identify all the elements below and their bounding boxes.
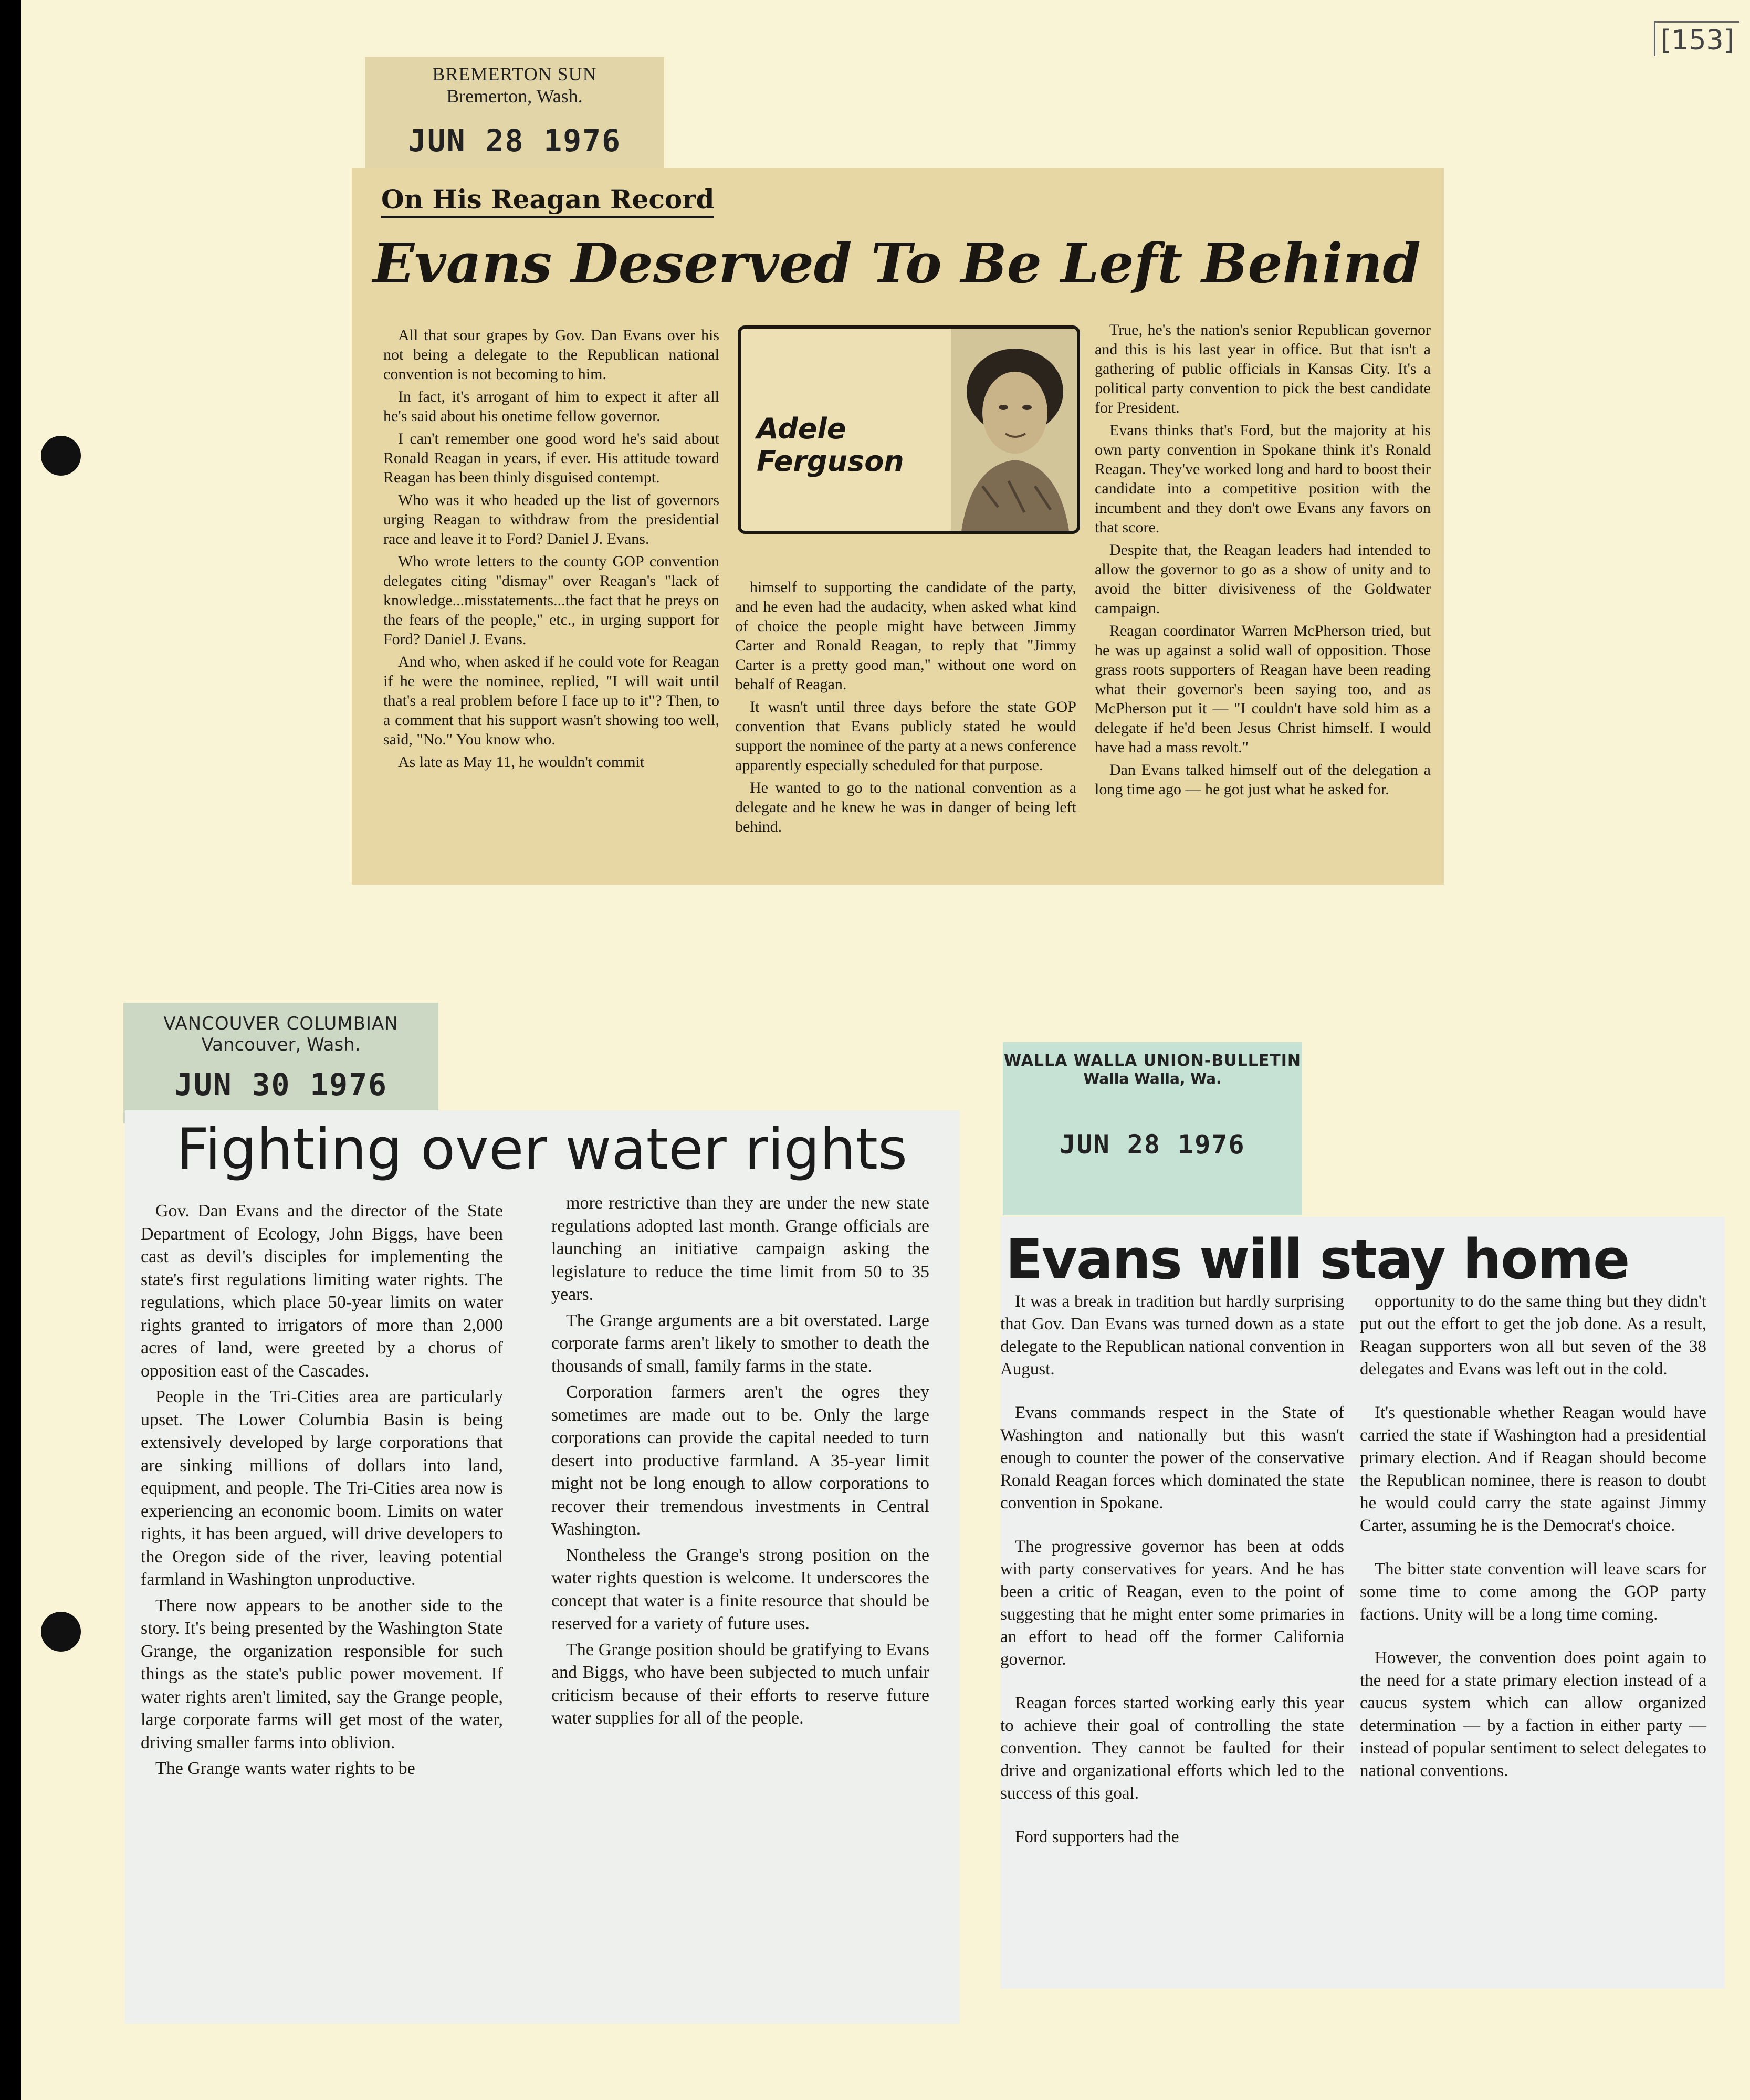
date-stamp: JUN 28 1976: [407, 123, 622, 159]
paragraph: Dan Evans talked himself out of the delegation a long time ago — he got just what he asked for.: [1095, 761, 1431, 798]
clipping-water-rights: [125, 1110, 960, 2024]
paragraph: It was a break in tradition but hardly surprising that Gov. Dan Evans was turned down as a state delegate to the Republican national convention in August.: [1000, 1292, 1344, 1379]
paragraph: However, the convention does point again to the need for a state primary election instead of a caucus system which can allow organized determination — by a faction in either party — instead of popular sentiment to select delegates to national conventions.: [1360, 1648, 1706, 1780]
source-place: Bremerton, Wash.: [446, 86, 583, 107]
paragraph: People in the Tri-Cities area are particularly upset. The Lower Columbia Basin is being extensively developed by large corporations that are sinking millions of dollars into land, equipment, and people. The Tri-Cities area now is experiencing an economic boom. Limits on water rights, it has been argued, will drive developers to the Oregon side of the river, leaving potential farmland in Washington unproductive.: [141, 1387, 503, 1589]
article-headline: Evans Deserved To Be Left Behind: [373, 231, 1421, 296]
article-column: [1360, 1290, 1706, 1803]
paragraph: Ford supporters had the: [1015, 1828, 1179, 1846]
source-name: BREMERTON SUN: [432, 64, 597, 85]
source-name: WALLA WALLA UNION-BULLETIN: [1003, 1052, 1302, 1070]
paragraph: And who, when asked if he could vote for Reagan if he were the nominee, replied, "I will wait until that's a real problem before I face up to it"? Then, to a comment that his support wasn't showing too well, said, "No." You know who.: [383, 653, 719, 748]
byline-name: Adele Ferguson: [757, 412, 904, 478]
article-column: [735, 578, 1076, 839]
source-tag-walla-walla: [1003, 1042, 1302, 1215]
clipping-evans-left-behind: [352, 168, 1444, 885]
paragraph: Who wrote letters to the county GOP convention delegates citing "dismay" over Reagan's "lack of knowledge...misstatements...the fact that he preys on the fears of the people," etc., in urging support for Ford? Daniel J. Evans.: [383, 553, 719, 648]
paragraph: Who was it who headed up the list of governors urging Reagan to withdraw from the presidential race and leave it to Ford? Daniel J. Evans.: [383, 491, 719, 548]
paragraph: himself to supporting the candidate of the party, and he even had the audacity, when asked what kind of choice the people might have between Jimmy Carter and Ronald Reagan, to reply that "Jimmy Carter is a pretty good man," without one word on behalf of Reagan.: [735, 579, 1076, 693]
source-place: Walla Walla, Wa.: [1083, 1070, 1222, 1087]
binder-hole-top: [41, 436, 81, 476]
paragraph: Nontheless the Grange's strong position on the water rights question is welcome. It underscores the concept that water is a finite resource that should be reserved for a variety of future uses.: [551, 1545, 929, 1633]
clipping-evans-stay-home: [1000, 1217, 1725, 1989]
paragraph: I can't remember one good word he's said about Ronald Reagan in years, if ever. His attitude toward Reagan has been thinly disguised contempt.: [383, 430, 719, 486]
paragraph: The Grange position should be gratifying to Evans and Biggs, who have been subjected to much unfair criticism because of their efforts to reserve future water supplies for all of the people.: [551, 1640, 929, 1728]
paragraph: Evans commands respect in the State of Washington and nationally but this wasn't enough to counter the power of the conservative Ronald Reagan forces which dominated the state convention in Spokane.: [1000, 1403, 1344, 1513]
paragraph: Corporation farmers aren't the ogres they sometimes are made out to be. Only the large corporations can provide the capital needed to turn desert into productive farmland. A 35-year limit might not be long enough to allow corporations to recover their tremendous investments in Central Washington.: [551, 1382, 929, 1539]
binder-hole-bottom: [41, 1612, 81, 1652]
paragraph: The progressive governor has been at odds with party conservatives for years. And he has been a critic of Reagan, even to the point of suggesting that he might enter some primaries in an effort to head off the former California governor.: [1000, 1537, 1344, 1669]
article-kicker: On His Reagan Record: [381, 184, 714, 218]
paragraph: As late as May 11, he wouldn't commit: [398, 753, 645, 771]
paragraph: It wasn't until three days before the state GOP convention that Evans publicly stated he would support the nominee of the party at a news conference apparently especially scheduled for that purpose.: [735, 698, 1076, 774]
portrait-photo: [951, 329, 1077, 531]
paragraph: Evans thinks that's Ford, but the majority at his own party convention in Spokane think it's Ronald Reagan. They've worked long and hard to boost their candidate into a competitive position with the incumbent and they don't owe Evans any favors on that score.: [1095, 422, 1431, 536]
paragraph: There now appears to be another side to the story. It's being presented by the Washington State Grange, the organization responsible for such things as the state's public power movement. If water rights aren't limited, say the Grange people, large corporate farms will get most of the water, driving smaller farms into oblivion.: [141, 1595, 503, 1752]
paragraph: In fact, it's arrogant of him to expect it after all he's said about his onetime fellow governor.: [383, 388, 719, 425]
article-column: [1095, 320, 1431, 802]
author-portrait: [951, 329, 1077, 531]
byline-box: [738, 326, 1080, 534]
article-column: [383, 326, 719, 775]
paragraph: He wanted to go to the national convention as a delegate and he knew he was in danger of being left behind.: [735, 779, 1076, 835]
paragraph: All that sour grapes by Gov. Dan Evans over his not being a delegate to the Republican national convention is not becoming to him.: [383, 327, 719, 383]
source-name: VANCOUVER COLUMBIAN: [163, 1013, 399, 1034]
date-stamp: JUN 30 1976: [174, 1067, 388, 1102]
paragraph: The Grange wants water rights to be: [155, 1759, 415, 1778]
date-stamp: JUN 28 1976: [1060, 1129, 1245, 1160]
paragraph: Gov. Dan Evans and the director of the State Department of Ecology, John Biggs, have been cast as devil's disciples for implementing the state's first regulations limiting water rights. The regulations, which place 50-year limits on water rights granted to irrigators of more than 2,000 acres of land, were greeted by a chorus of opposition east of the Cascades.: [141, 1201, 503, 1381]
source-tag-bremerton: [365, 57, 664, 177]
source-tag-vancouver: [123, 1003, 438, 1124]
paragraph: The bitter state convention will leave scars for some time to come among the GOP party factions. Unity will be a long time coming.: [1360, 1560, 1706, 1624]
paragraph: Reagan coordinator Warren McPherson tried, but he was up against a solid wall of opposition. Those grass roots supporters of Reagan have been reading what their governor's been saying too, and as McPherson put it — "I couldn't have sold him as a delegate if he'd been Jesus Christ himself. I would have had a mass revolt.": [1095, 622, 1431, 756]
paragraph: more restrictive than they are under the new state regulations adopted last month. Grange officials are launching an initiative campaign asking the legislature to reduce the time limit from 50 to 35 years.: [551, 1193, 929, 1304]
paragraph: Reagan forces started working early this year to achieve their goal of controlling the state convention. They cannot be faulted for their drive and organizational efforts which led to the success of this goal.: [1000, 1694, 1344, 1803]
paragraph: opportunity to do the same thing but they didn't put out the effort to get the job done. As a result, Reagan supporters won all but seven of the 38 delegates and Evans was left out in the cold.: [1360, 1292, 1706, 1379]
article-column: [551, 1192, 929, 1733]
paragraph: Despite that, the Reagan leaders had intended to allow the governor to go as a show of unity and to avoid the bitter divisiveness of the Goldwater campaign.: [1095, 541, 1431, 617]
source-place: Vancouver, Wash.: [201, 1034, 361, 1055]
paragraph: It's questionable whether Reagan would have carried the state if Washington had a presidential primary election. And if Reagan should become the Republican nominee, there is reason to doubt he would could carry the state against Jimmy Carter, assuming he is the Democrat's choice.: [1360, 1403, 1706, 1535]
scrapbook-page: [21, 0, 1750, 2100]
article-column: [1000, 1290, 1344, 1870]
page-number: [153]: [1654, 21, 1739, 56]
article-headline: Fighting over water rights: [176, 1117, 908, 1182]
paragraph: True, he's the nation's senior Republican governor and this is his last year in office. But that isn't a gathering of public officials in Kansas City. It's a political party convention to pick the best candidate for President.: [1095, 321, 1431, 416]
article-headline: Evans will stay home: [1005, 1227, 1629, 1292]
paragraph: The Grange arguments are a bit overstated. Large corporate farms aren't likely to smother to death the thousands of small, family farms in the state.: [551, 1310, 929, 1376]
article-column: [141, 1200, 503, 1783]
